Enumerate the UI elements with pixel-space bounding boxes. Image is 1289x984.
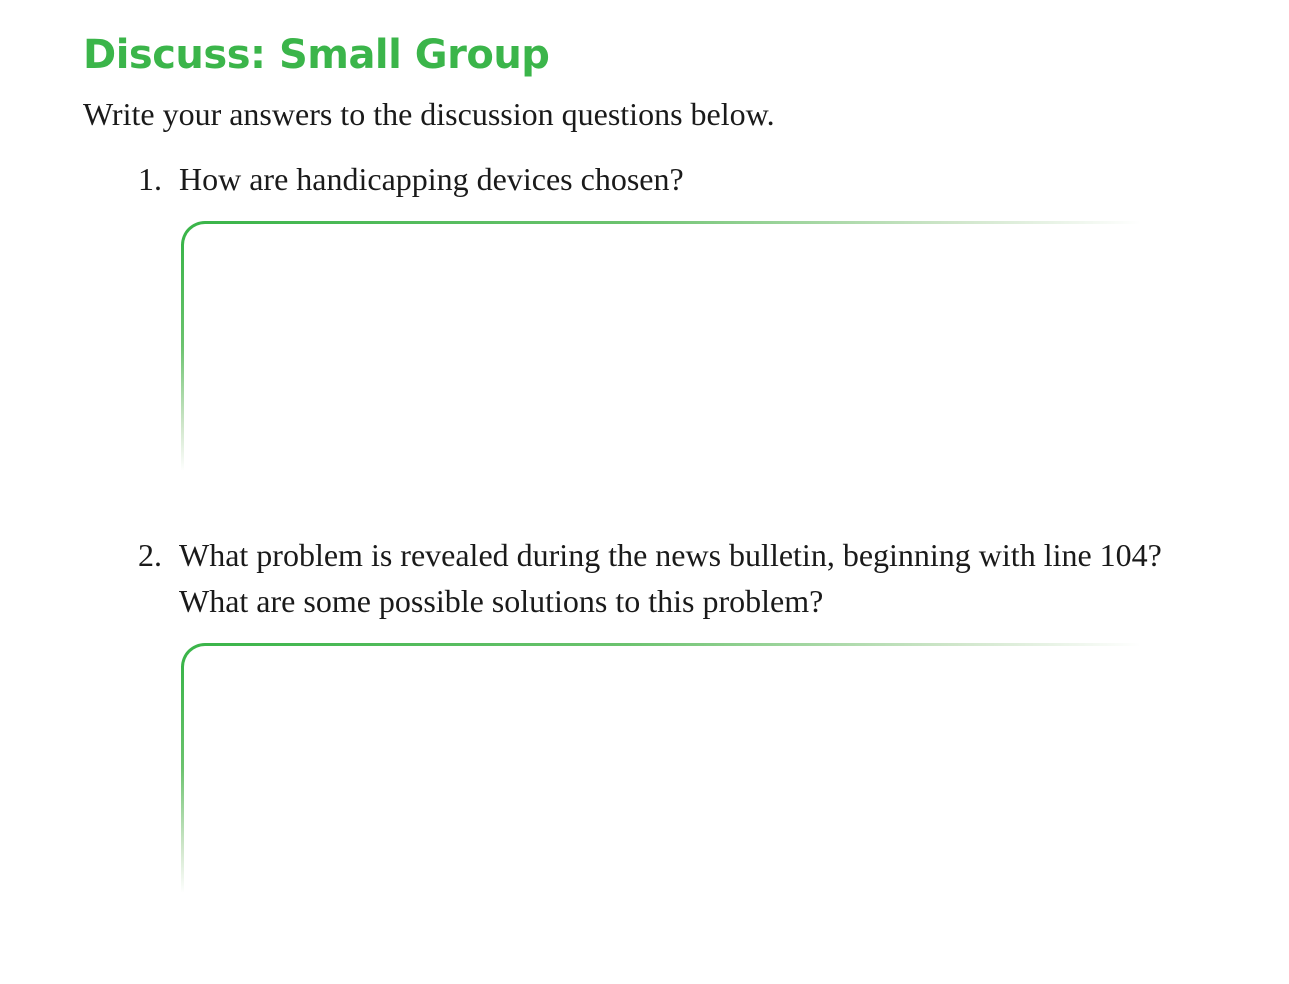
question-1: [138, 156, 1178, 202]
answer-box-top-border: [205, 221, 1141, 224]
page-title: Discuss: Small Group: [83, 32, 550, 78]
question-number: 2.: [138, 537, 162, 573]
answer-box-1[interactable]: [181, 221, 1141, 471]
answer-input-1[interactable]: [193, 233, 1127, 467]
answer-box-left-border: [181, 666, 184, 893]
answer-input-2[interactable]: [193, 655, 1127, 889]
instructions-text: Write your answers to the discussion questions below.: [83, 96, 775, 132]
question-text: How are handicapping devices chosen?: [179, 161, 684, 197]
answer-box-left-border: [181, 244, 184, 471]
answer-box-2[interactable]: [181, 643, 1141, 893]
question-2: [138, 532, 1178, 624]
answer-box-top-border: [205, 643, 1141, 646]
question-number: 1.: [138, 161, 162, 197]
question-text: What problem is revealed during the news bulletin, beginning with line 104? What are some possible solutions to this problem?: [179, 537, 1162, 619]
